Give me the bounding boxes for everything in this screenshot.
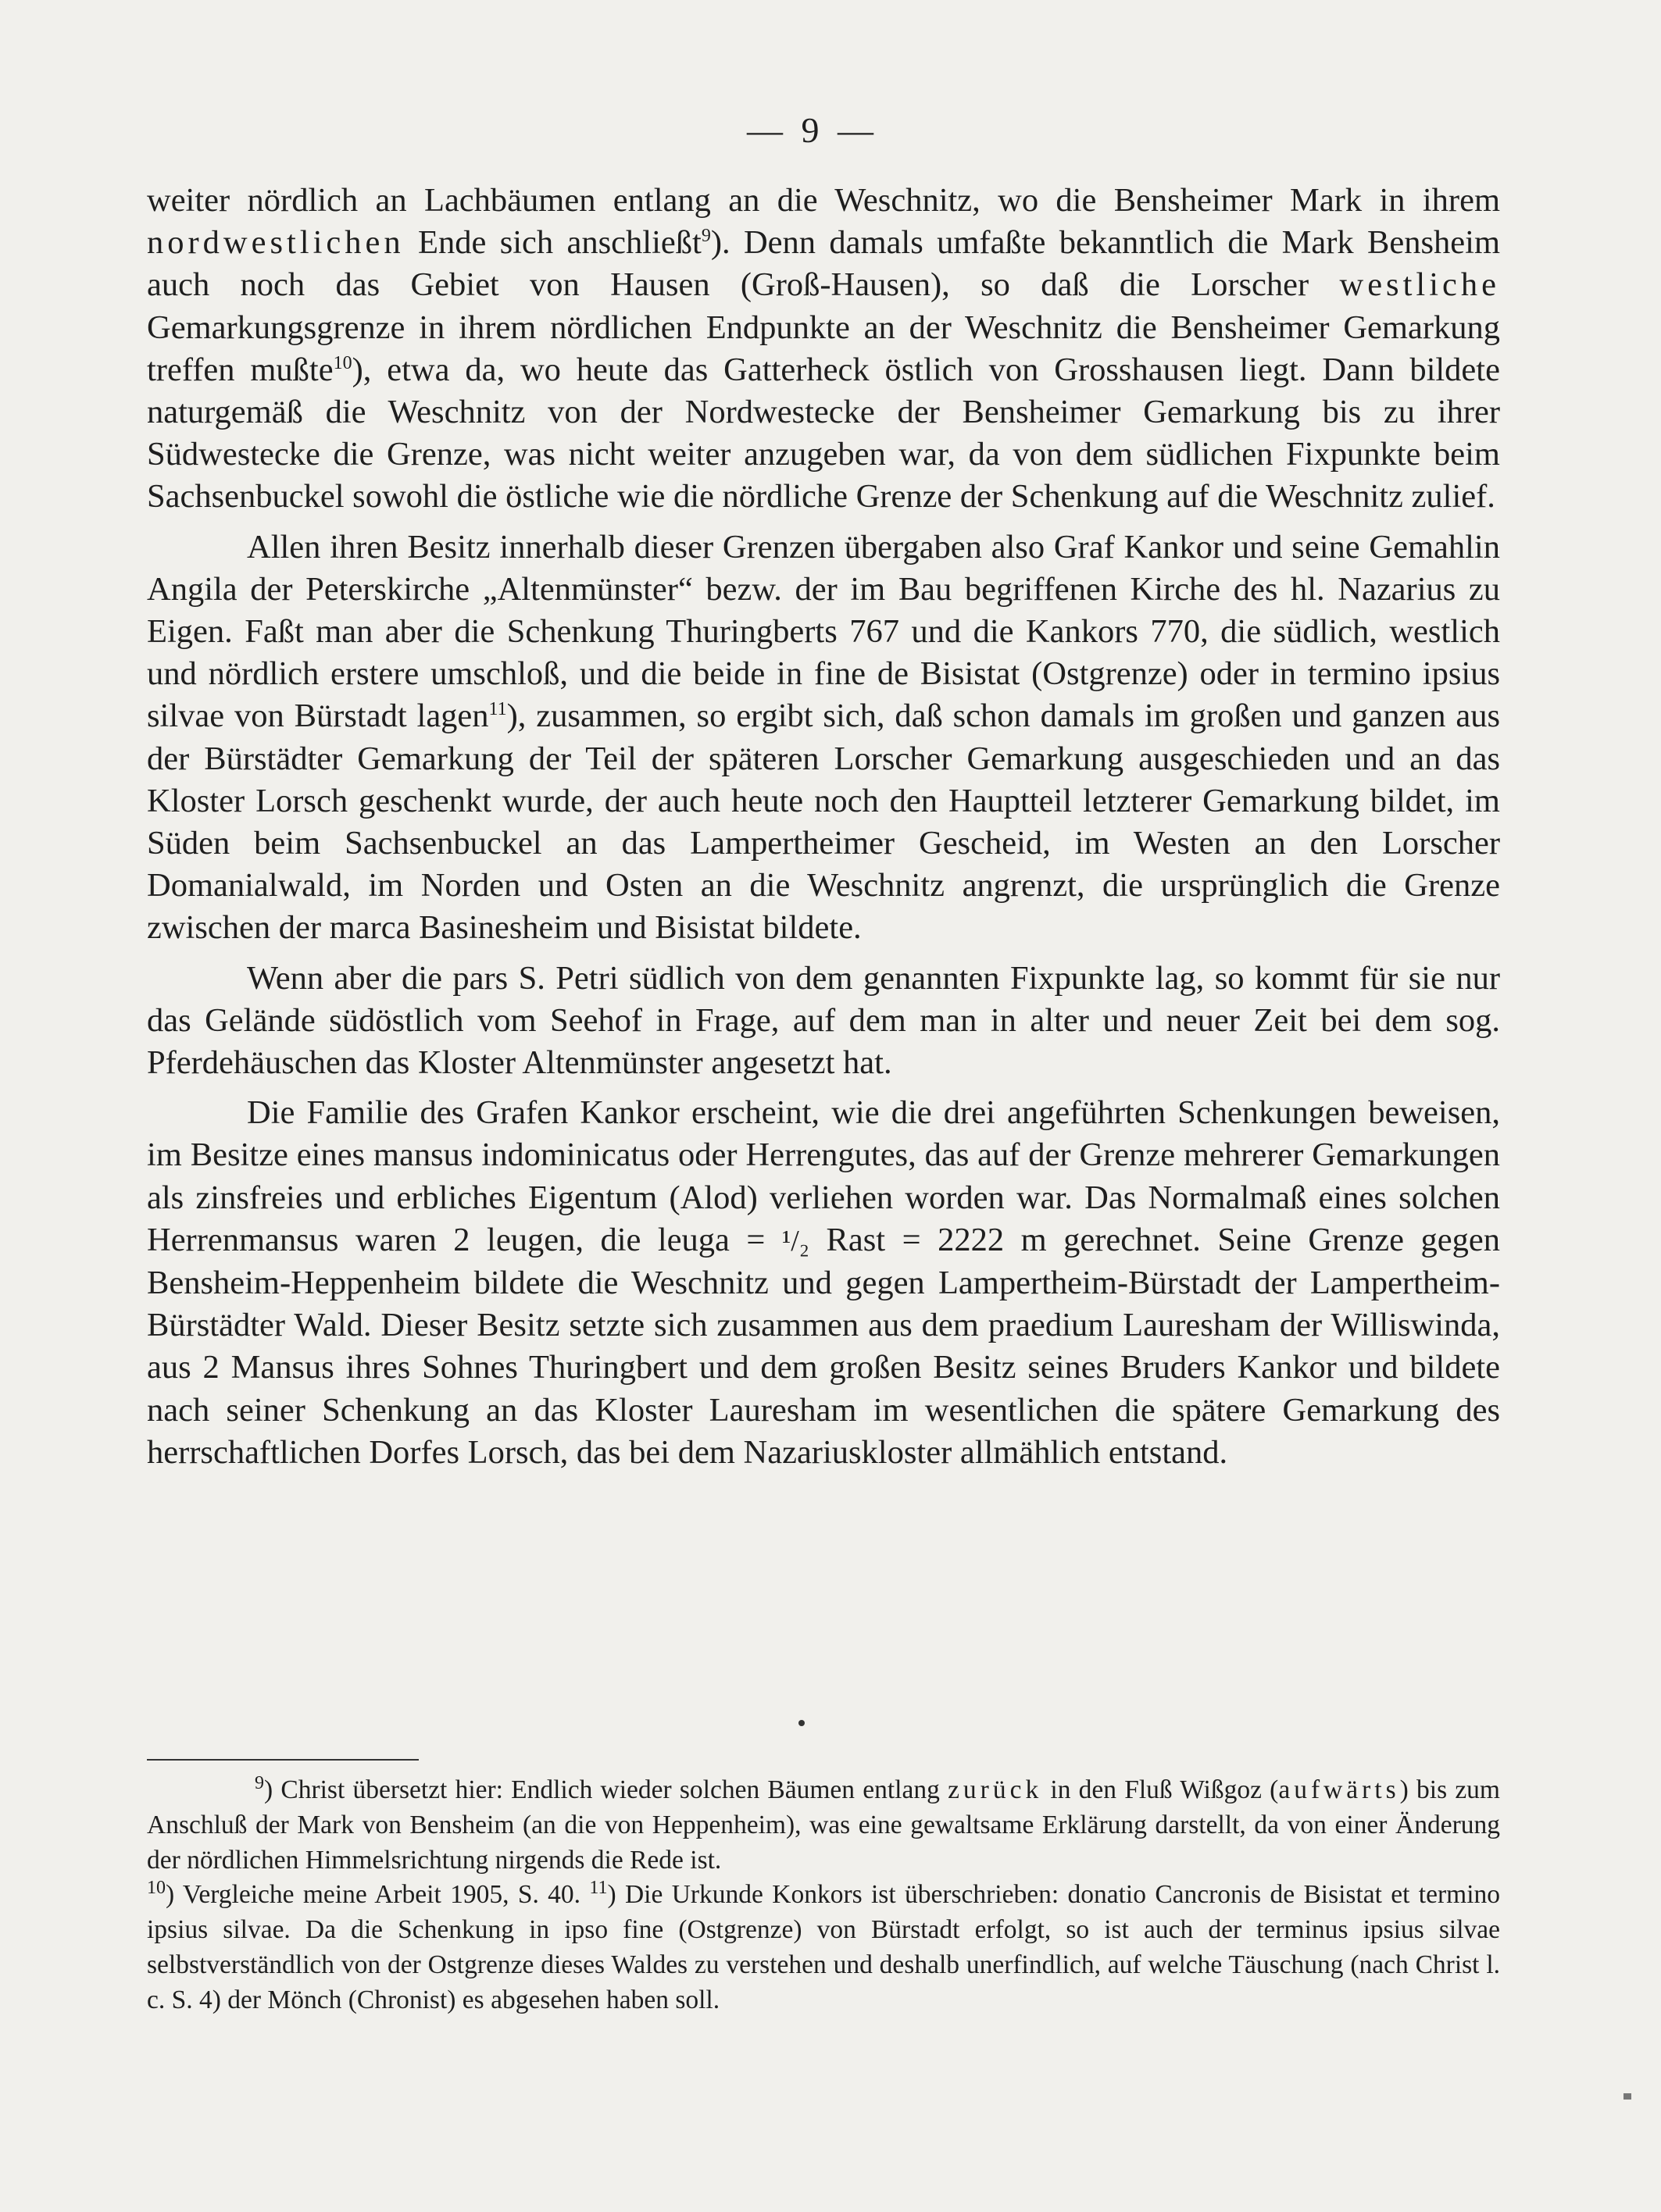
text-run: Ende sich anschließt <box>404 224 702 262</box>
stray-dot <box>798 1720 805 1726</box>
text-run: ), etwa da, wo heute das Gatterheck östlich von Grosshausen liegt. Dann bildete naturgemäß die Weschnitz von der Nordwestecke der Bensheimer Gemarkung bis zu ihrer Südwestecke die Grenze, was nicht weiter anzugeben war, da von dem südlichen Fixpunkte beim Sachsenbuckel sowohl die östliche wie die nördliche Grenze der Schenkung auf die Weschnitz zulief. <box>147 351 1500 516</box>
footnote-ref-11: 11 <box>488 699 507 720</box>
footnote-number: 10 <box>147 1878 166 1899</box>
footnote-number: 11 <box>589 1878 608 1899</box>
text-run: ), zusammen, so ergibt sich, daß schon damals im großen und ganzen aus der Bürstädter Gemarkung der Teil der späteren Lorscher Gemarkung ausgeschieden und an das Kloster Lorsch geschenkt wurde, der auch heute noch den Hauptteil letzterer Gemarkung bildet, im Süden beim Sachsenbuckel an das Lampertheimer Gescheid, im Westen an den Lorscher Domanialwald, im Norden und Osten an die Weschnitz angrenzt, die ursprünglich die Grenze zwischen der marca Basinesheim und Bisistat bildete. <box>147 697 1500 947</box>
main-text <box>147 180 1500 1474</box>
paragraph-3: Wenn aber die pars S. Petri südlich von dem genannten Fixpunkte lag, so kommt für sie nur das Gelände südöstlich vom Seehof in Frage, auf dem man in alter und neuer Zeit bei dem sog. Pferdehäuschen das Kloster Altenmünster angesetzt hat. <box>147 959 1500 1082</box>
paper-speck <box>1623 2093 1631 2100</box>
text-run: ) Christ übersetzt hier: Endlich wieder solchen Bäumen entlang <box>264 1775 948 1804</box>
spaced-text: aufwärts <box>1278 1775 1400 1804</box>
spaced-text: westliche <box>1339 266 1500 304</box>
footnote-ref-9: 9 <box>701 226 711 247</box>
footnote-divider <box>147 1759 419 1761</box>
spaced-text: zurück <box>948 1775 1043 1804</box>
text-run: ) Vergleiche meine Arbeit 1905, S. 40. <box>166 1880 590 1910</box>
footnote-10-11 <box>147 1878 1500 2018</box>
text-run: ). Denn damals umfaßte bekanntlich die Mark Bensheim auch noch das Gebiet von Hausen (Groß-Hausen), so daß die Lorscher <box>147 224 1501 304</box>
fraction: ¹/₂ <box>781 1224 810 1258</box>
footnotes <box>147 1773 1500 2018</box>
text-run: Gemarkungsgrenze in ihrem nördlichen Endpunkte an der Weschnitz die Bensheimer Gemarkung treffen mußte <box>147 309 1500 388</box>
spaced-text: nordwestlichen <box>147 224 405 262</box>
paragraph-2 <box>147 526 1500 950</box>
paragraph-4 <box>147 1092 1500 1474</box>
text-run: Allen ihren Besitz innerhalb dieser Grenzen übergaben also Graf Kankor und seine Gemahlin Angila der Peterskirche „Altenmünster“ bezw. der im Bau begriffenen Kirche des hl. Nazarius zu Eigen. Faßt man aber die Schenkung Thuringberts 767 und die Kankors 770, die südlich, westlich und nördlich erstere umschloß, und die beide in fine de Bisistat (Ostgrenze) oder in termino ipsius silvae von Bürstadt lagen <box>147 528 1500 735</box>
text-run: Rast = 2222 m gerechnet. Seine Grenze gegen Bensheim-Heppenheim bildete die Weschnitz und gegen Lampertheim-Bürstadt der Lampertheim-Bürstädter Wald. Dieser Besitz setzte sich zusammen aus dem praedium Lauresham der Williswinda, aus 2 Mansus ihres Sohnes Thuringbert und dem großen Besitz seines Bruders Kankor und bildete nach seiner Schenkung an das Kloster Lauresham im wesentlichen die spätere Gemarkung des herrschaftlichen Dorfes Lorsch, das bei dem Nazariuskloster allmählich entstand. <box>147 1221 1500 1471</box>
text-run: Die Familie des Grafen Kankor erscheint, wie die drei angeführten Schenkungen beweisen, im Besitze eines mansus indominicatus oder Herrengutes, das auf der Grenze mehrerer Gemarkungen als zinsfreies und erbliches Eigentum (Alod) verliehen worden war. Das Normalmaß eines solchen Herrenmansus waren 2 leugen, die leuga = <box>147 1094 1500 1258</box>
paragraph-1 <box>147 180 1500 519</box>
footnote-number: 9 <box>255 1772 264 1793</box>
footnote-ref-10: 10 <box>333 352 352 373</box>
text-run: ) bis zum Anschluß der Mark von Bensheim (an die von Heppenheim), was eine gewaltsame Erklärung darstellt, da von einer Änderung der nördlichen Himmelsrichtung nirgends die Rede ist. <box>147 1775 1500 1875</box>
text-run: weiter nördlich an Lachbäumen entlang an die Weschnitz, wo die Bensheimer Mark in ihrem <box>147 182 1500 219</box>
text-run: in den Fluß Wißgoz ( <box>1042 1775 1279 1804</box>
text-run: ) Die Urkunde Konkors ist überschrieben: donatio Cancronis de Bisistat et termino ipsius silvae. Da die Schenkung in ipso fine (Ostgrenze) von Bürstadt erfolgt, so ist auch der terminus ipsius silvae selbstverständlich von der Ostgrenze dieses Waldes zu verstehen und deshalb unerfindlich, auf welche Täuschung (nach Christ l. c. S. 4) der Mönch (Chronist) es abgesehen haben soll. <box>147 1880 1501 2014</box>
page-number: — 9 — <box>747 110 878 150</box>
footnote-9 <box>147 1773 1500 1878</box>
